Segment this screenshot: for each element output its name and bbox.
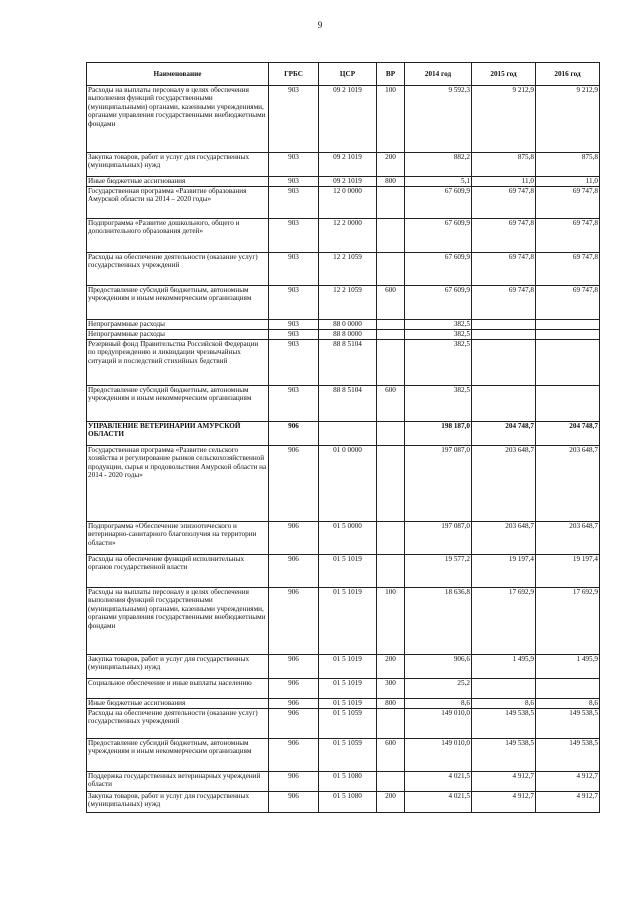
table-row xyxy=(87,739,600,772)
cell-name: Поддержка государственных ветеринарных учреждений области xyxy=(87,772,269,792)
cell-2015: 1 495,9 xyxy=(472,655,536,679)
cell-2014: 4 021,5 xyxy=(405,792,472,813)
cell-csr: 88 8 0000 xyxy=(319,330,377,340)
cell-vr: 800 xyxy=(377,177,405,187)
cell-csr: 12 2 0000 xyxy=(319,219,377,253)
cell-vr: 600 xyxy=(377,286,405,320)
cell-grbs: 906 xyxy=(269,522,319,555)
cell-csr: 01 5 1019 xyxy=(319,679,377,699)
cell-csr: 12 2 1059 xyxy=(319,253,377,286)
cell-csr: 01 5 1019 xyxy=(319,699,377,709)
cell-2015: 69 747,8 xyxy=(472,286,536,320)
cell-2016: 4 912,7 xyxy=(536,792,600,813)
cell-2014: 9 592,3 xyxy=(405,86,472,153)
cell-2014: 382,5 xyxy=(405,386,472,422)
cell-name: Закупка товаров, работ и услуг для государственных (муниципальных) нужд xyxy=(87,153,269,177)
cell-2014: 18 636,8 xyxy=(405,588,472,655)
cell-2016: 69 747,8 xyxy=(536,187,600,219)
cell-name: Предоставление субсидий бюджетным, автономным учреждениям и иным некоммерческим организациям xyxy=(87,386,269,422)
table-row xyxy=(87,792,600,813)
cell-vr xyxy=(377,187,405,219)
cell-2016: 203 648,7 xyxy=(536,446,600,522)
cell-2016: 8,6 xyxy=(536,699,600,709)
cell-grbs: 906 xyxy=(269,772,319,792)
table-row xyxy=(87,86,600,153)
header-vr: ВР xyxy=(377,63,405,86)
cell-grbs: 906 xyxy=(269,699,319,709)
cell-csr: 01 5 0000 xyxy=(319,522,377,555)
table-row xyxy=(87,219,600,253)
cell-name: УПРАВЛЕНИЕ ВЕТЕРИНАРИИ АМУРСКОЙ ОБЛАСТИ xyxy=(87,422,269,446)
cell-vr xyxy=(377,219,405,253)
cell-2014: 382,5 xyxy=(405,320,472,330)
table-row xyxy=(87,522,600,555)
cell-2014: 25,2 xyxy=(405,679,472,699)
cell-2014: 382,5 xyxy=(405,330,472,340)
cell-name: Расходы на обеспечение функций исполнительных органов государственной власти xyxy=(87,555,269,588)
cell-grbs: 906 xyxy=(269,709,319,739)
table-row xyxy=(87,679,600,699)
cell-vr xyxy=(377,446,405,522)
cell-grbs: 906 xyxy=(269,446,319,522)
cell-vr: 600 xyxy=(377,386,405,422)
cell-grbs: 903 xyxy=(269,153,319,177)
cell-csr xyxy=(319,422,377,446)
table-body xyxy=(87,86,600,813)
cell-csr: 12 2 1059 xyxy=(319,286,377,320)
cell-2015 xyxy=(472,679,536,699)
table-row xyxy=(87,699,600,709)
cell-vr: 200 xyxy=(377,655,405,679)
cell-2015: 11,0 xyxy=(472,177,536,187)
cell-grbs: 906 xyxy=(269,588,319,655)
cell-2016 xyxy=(536,340,600,386)
cell-2016: 1 495,9 xyxy=(536,655,600,679)
cell-2014: 5,1 xyxy=(405,177,472,187)
cell-2014: 19 577,2 xyxy=(405,555,472,588)
table-row xyxy=(87,555,600,588)
cell-name: Социальное обеспечение и иные выплаты населению xyxy=(87,679,269,699)
cell-grbs: 903 xyxy=(269,320,319,330)
table-row xyxy=(87,386,600,422)
cell-vr: 800 xyxy=(377,699,405,709)
cell-2014: 197 087,0 xyxy=(405,522,472,555)
cell-2015: 149 538,5 xyxy=(472,739,536,772)
cell-grbs: 903 xyxy=(269,219,319,253)
cell-2014: 882,2 xyxy=(405,153,472,177)
cell-vr xyxy=(377,320,405,330)
cell-csr: 01 5 1059 xyxy=(319,709,377,739)
cell-name: Предоставление субсидий бюджетным, автономным учреждениям и иным некоммерческим организациям xyxy=(87,286,269,320)
cell-vr: 200 xyxy=(377,153,405,177)
page-number: 9 xyxy=(317,20,323,30)
cell-vr xyxy=(377,422,405,446)
cell-csr: 01 5 1019 xyxy=(319,555,377,588)
cell-vr xyxy=(377,253,405,286)
cell-vr xyxy=(377,330,405,340)
cell-2016: 17 692,9 xyxy=(536,588,600,655)
cell-2014: 906,6 xyxy=(405,655,472,679)
cell-2015: 17 692,9 xyxy=(472,588,536,655)
cell-name: Иные бюджетные ассигнования xyxy=(87,177,269,187)
cell-vr xyxy=(377,709,405,739)
cell-2016: 4 912,7 xyxy=(536,772,600,792)
cell-2014: 197 087,0 xyxy=(405,446,472,522)
cell-vr: 100 xyxy=(377,588,405,655)
cell-2015 xyxy=(472,340,536,386)
cell-name: Государственная программа «Развитие сельского хозяйства и регулирование рынков сельскохозяйственной продукции, сырья и продовольствия Амурской области на 2014 - 2020 годы» xyxy=(87,446,269,522)
cell-csr: 01 5 1080 xyxy=(319,772,377,792)
cell-vr xyxy=(377,555,405,588)
cell-vr: 300 xyxy=(377,679,405,699)
header-2014: 2014 год xyxy=(405,63,472,86)
cell-name: Предоставление субсидий бюджетным, автономным учреждениям и иным некоммерческим организациям xyxy=(87,739,269,772)
cell-2015: 4 912,7 xyxy=(472,792,536,813)
table-row xyxy=(87,320,600,330)
cell-2015: 19 197,4 xyxy=(472,555,536,588)
cell-2015 xyxy=(472,386,536,422)
table-row xyxy=(87,286,600,320)
cell-2015 xyxy=(472,330,536,340)
header-csr: ЦСР xyxy=(319,63,377,86)
cell-csr: 12 0 0000 xyxy=(319,187,377,219)
cell-vr xyxy=(377,522,405,555)
cell-2014: 8,6 xyxy=(405,699,472,709)
cell-2016: 149 538,5 xyxy=(536,739,600,772)
cell-2016: 9 212,9 xyxy=(536,86,600,153)
cell-name: Иные бюджетные ассигнования xyxy=(87,699,269,709)
cell-2014: 67 609,9 xyxy=(405,253,472,286)
cell-csr: 09 2 1019 xyxy=(319,153,377,177)
cell-2016: 19 197,4 xyxy=(536,555,600,588)
cell-2015: 203 648,7 xyxy=(472,522,536,555)
cell-2014: 382,5 xyxy=(405,340,472,386)
cell-2015: 8,6 xyxy=(472,699,536,709)
cell-2016: 69 747,8 xyxy=(536,253,600,286)
cell-2015: 204 748,7 xyxy=(472,422,536,446)
table-row xyxy=(87,253,600,286)
cell-name: Расходы на выплаты персоналу в целях обеспечения выполнения функций государственными (муниципальными) органами, казенными учреждениями, органами управления государственными внебюджетными фондами xyxy=(87,588,269,655)
cell-vr xyxy=(377,772,405,792)
cell-name: Подпрограмма «Развитие дошкольного, общего и дополнительного образования детей» xyxy=(87,219,269,253)
cell-2015: 69 747,8 xyxy=(472,253,536,286)
cell-2015: 69 747,8 xyxy=(472,187,536,219)
cell-2016: 11,0 xyxy=(536,177,600,187)
cell-name: Закупка товаров, работ и услуг для государственных (муниципальных) нужд xyxy=(87,655,269,679)
cell-csr: 09 2 1019 xyxy=(319,86,377,153)
cell-csr: 88 8 5104 xyxy=(319,386,377,422)
cell-grbs: 903 xyxy=(269,86,319,153)
cell-2015: 875,8 xyxy=(472,153,536,177)
cell-grbs: 903 xyxy=(269,340,319,386)
cell-2016 xyxy=(536,679,600,699)
table-row xyxy=(87,422,600,446)
table-row xyxy=(87,340,600,386)
cell-2016: 875,8 xyxy=(536,153,600,177)
cell-2014: 67 609,9 xyxy=(405,187,472,219)
cell-vr: 200 xyxy=(377,792,405,813)
cell-grbs: 906 xyxy=(269,655,319,679)
cell-grbs: 903 xyxy=(269,286,319,320)
cell-2014: 4 021,5 xyxy=(405,772,472,792)
cell-2015: 4 912,7 xyxy=(472,772,536,792)
table-row xyxy=(87,187,600,219)
cell-name: Резервный фонд Правительства Российской Федерации по предупреждению и ликвидации чрезвычайных ситуаций и последствий стихийных бедствий xyxy=(87,340,269,386)
cell-name: Непрограммные расходы xyxy=(87,320,269,330)
cell-name: Расходы на обеспечение деятельности (оказание услуг) государственных учреждений xyxy=(87,709,269,739)
cell-csr: 88 0 0000 xyxy=(319,320,377,330)
budget-table xyxy=(86,62,600,813)
cell-vr: 100 xyxy=(377,86,405,153)
cell-2015: 149 538,5 xyxy=(472,709,536,739)
cell-2016: 69 747,8 xyxy=(536,219,600,253)
table-row xyxy=(87,588,600,655)
cell-vr xyxy=(377,340,405,386)
header-2015: 2015 год xyxy=(472,63,536,86)
cell-2016 xyxy=(536,320,600,330)
table-row xyxy=(87,772,600,792)
cell-2015: 9 212,9 xyxy=(472,86,536,153)
cell-vr: 600 xyxy=(377,739,405,772)
table-row xyxy=(87,153,600,177)
cell-2014: 149 010,0 xyxy=(405,709,472,739)
cell-2014: 67 609,9 xyxy=(405,286,472,320)
header-grbs: ГРБС xyxy=(269,63,319,86)
table-row xyxy=(87,446,600,522)
cell-2016: 149 538,5 xyxy=(536,709,600,739)
cell-grbs: 903 xyxy=(269,386,319,422)
cell-grbs: 903 xyxy=(269,187,319,219)
table-row xyxy=(87,330,600,340)
cell-csr: 09 2 1019 xyxy=(319,177,377,187)
cell-name: Расходы на выплаты персоналу в целях обеспечения выполнения функций государственными (муниципальными) органами, казенными учреждениями, органами управления государственными внебюджетными фондами xyxy=(87,86,269,153)
cell-grbs: 906 xyxy=(269,739,319,772)
cell-name: Государственная программа «Развитие образования Амурской области на 2014 – 2020 годы» xyxy=(87,187,269,219)
table-row xyxy=(87,709,600,739)
cell-csr: 01 5 1059 xyxy=(319,739,377,772)
header-2016: 2016 год xyxy=(536,63,600,86)
cell-2014: 149 010,0 xyxy=(405,739,472,772)
cell-2016: 204 748,7 xyxy=(536,422,600,446)
cell-grbs: 903 xyxy=(269,330,319,340)
table-row xyxy=(87,655,600,679)
cell-grbs: 906 xyxy=(269,555,319,588)
cell-csr: 88 8 5104 xyxy=(319,340,377,386)
cell-grbs: 903 xyxy=(269,177,319,187)
cell-2016: 69 747,8 xyxy=(536,286,600,320)
cell-name: Подпрограмма «Обеспечение эпизоотического и ветеринарно-санитарного благополучия на территории области» xyxy=(87,522,269,555)
table-header-row xyxy=(87,63,600,86)
cell-2015: 203 648,7 xyxy=(472,446,536,522)
header-name: Наименование xyxy=(87,63,269,86)
cell-grbs: 906 xyxy=(269,792,319,813)
cell-grbs: 906 xyxy=(269,679,319,699)
cell-name: Закупка товаров, работ и услуг для государственных (муниципальных) нужд xyxy=(87,792,269,813)
cell-csr: 01 5 1019 xyxy=(319,588,377,655)
cell-2014: 67 609,9 xyxy=(405,219,472,253)
cell-csr: 01 5 1080 xyxy=(319,792,377,813)
table-row xyxy=(87,177,600,187)
cell-name: Расходы на обеспечение деятельности (оказание услуг) государственных учреждений xyxy=(87,253,269,286)
cell-csr: 01 5 1019 xyxy=(319,655,377,679)
cell-name: Непрограммные расходы xyxy=(87,330,269,340)
cell-csr: 01 0 0000 xyxy=(319,446,377,522)
cell-grbs: 906 xyxy=(269,422,319,446)
cell-2015: 69 747,8 xyxy=(472,219,536,253)
cell-2016 xyxy=(536,330,600,340)
cell-2016 xyxy=(536,386,600,422)
cell-2015 xyxy=(472,320,536,330)
cell-2014: 198 187,0 xyxy=(405,422,472,446)
cell-grbs: 903 xyxy=(269,253,319,286)
cell-2016: 203 648,7 xyxy=(536,522,600,555)
